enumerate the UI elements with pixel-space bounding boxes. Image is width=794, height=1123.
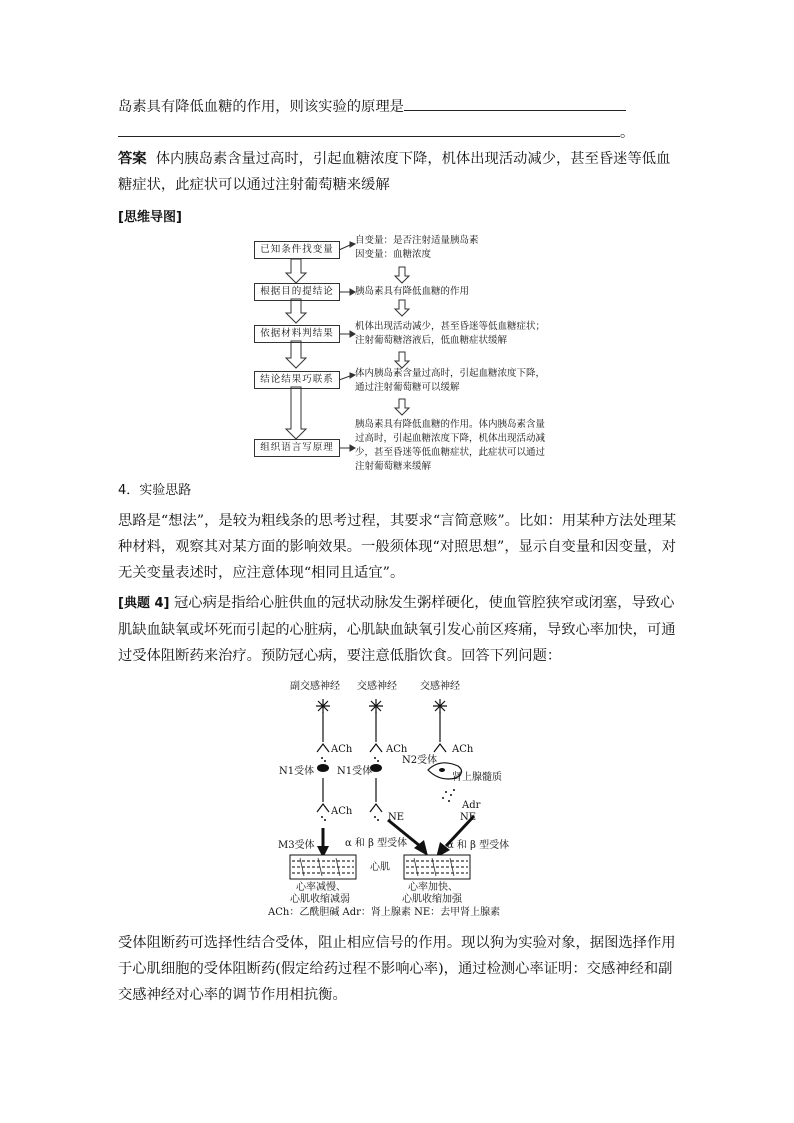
answer-text: 体内胰岛素含量过高时，引起血糖浓度下降，机体出现活动减少，甚至昏迷等低血糖症状，此症状可以通过注射葡萄糖来缓解 [118, 151, 671, 193]
label-n1-left: N1受体 [279, 766, 315, 777]
section-4-heading: 4．实验思路 [118, 483, 192, 498]
heart-muscle-left [290, 855, 356, 879]
section-4-paragraph: 思路是“想法”，是较为粗线条的思考过程，其要求“言简意赅”。比如：用某种方法处理某种材料，观察其对某方面的影响效果。一般须体现“对照思想”，显示自变量和因变量，对无关变量表述时，应注意体现“相同且适宜”。 [118, 513, 677, 581]
label-ach-1: ACh [331, 744, 353, 755]
label-heart-muscle: 心肌 [370, 862, 390, 873]
mind-map-step-2-text: 胰岛素具有降低血糖的作用 [355, 286, 470, 297]
mind-map-step-3-box: 依据材料判结果 [254, 325, 340, 343]
mind-map-title: [思维导图] [118, 210, 182, 225]
neuron-1 [316, 699, 330, 713]
mind-map-step-5-text: 胰岛素具有降低血糖的作用。体内胰岛素含量过高时，引起血糖浓度下降，机体出现活动减少，甚至昏迷等低血糖症状，此症状可以通过注射葡萄糖来缓解 [355, 419, 546, 472]
label-ne-right: NE [460, 812, 477, 823]
label-ach-3: ACh [452, 744, 474, 755]
neuron-3 [433, 699, 447, 713]
label-left-result-1: 心率减慢、 [296, 882, 346, 893]
label-sympathetic-2: 交感神经 [420, 681, 460, 692]
label-alpha-beta-2: α 和 β 型受体 [447, 840, 510, 851]
figure-legend: ACh：乙酰胆碱 Adr：肾上腺素 NE：去甲肾上腺素 [268, 907, 501, 918]
mind-map-step-3-text: 机体出现活动减少，甚至昏迷等低血糖症状；注射葡萄糖溶液后，低血糖症状缓解 [355, 321, 546, 346]
closing-paragraph: 受体阻断药可选择性结合受体，阻止相应信号的作用。现以狗为实验对象，据图选择作用于心肌细胞的受体阻断药(假定给药过程不影响心率)，通过检测心率证明：交感神经和副交感神经对心率的调节作用相抗衡。 [118, 935, 676, 1003]
label-ach-2: ACh [386, 744, 408, 755]
label-n1-right: N1受体 [337, 766, 373, 777]
heart-muscle-right [404, 855, 470, 879]
label-right-result-2: 心肌收缩加强 [402, 894, 462, 905]
label-adrenal-medulla: 肾上腺髓质 [452, 772, 502, 783]
neuron-2 [369, 699, 383, 713]
label-alpha-beta-1: α 和 β 型受体 [345, 838, 408, 849]
label-adr: Adr [462, 800, 481, 811]
label-sympathetic-1: 交感神经 [357, 681, 397, 692]
mind-map-step-4-text: 体内胰岛素含量过高时，引起血糖浓度下降，通过注射葡萄糖可以缓解 [355, 368, 546, 393]
intro-end-mark: 。 [620, 125, 635, 141]
label-parasympathetic: 副交感神经 [290, 681, 340, 692]
mind-map-step-1-text: 自变量：是否注射适量胰岛素 因变量：血糖浓度 [355, 235, 479, 260]
mind-map-step-4-box: 结论结果巧联系 [254, 371, 340, 389]
example-4-text: 冠心病是指给心脏供血的冠状动脉发生粥样硬化，使血管腔狭窄或闭塞，导致心肌缺血缺氧或坏死而引起的心脏病，心肌缺血缺氧引发心前区疼痛，导致心率加快，可通过受体阻断药来治疗。预防冠心病，要注意低脂饮食。回答下列问题： [118, 595, 676, 664]
label-ne-left: NE [388, 812, 405, 823]
intro-text: 岛素具有降低血糖的作用，则该实验的原理是 [118, 99, 404, 115]
answer-label: 答案 [118, 151, 147, 167]
mind-map-step-1-box: 已知条件找变量 [254, 241, 340, 259]
label-right-result-1: 心率加快、 [408, 882, 458, 893]
label-ach-4: ACh [331, 806, 353, 817]
mind-map-step-2-box: 根据目的提结论 [254, 283, 340, 301]
example-4-label: [典题 4] [118, 596, 170, 611]
label-left-result-2: 心肌收缩减弱 [290, 894, 350, 905]
label-m3: M3受体 [278, 840, 315, 851]
label-n2: N2受体 [402, 755, 438, 766]
mind-map-step-5-box: 组织语言写原理 [254, 439, 340, 457]
